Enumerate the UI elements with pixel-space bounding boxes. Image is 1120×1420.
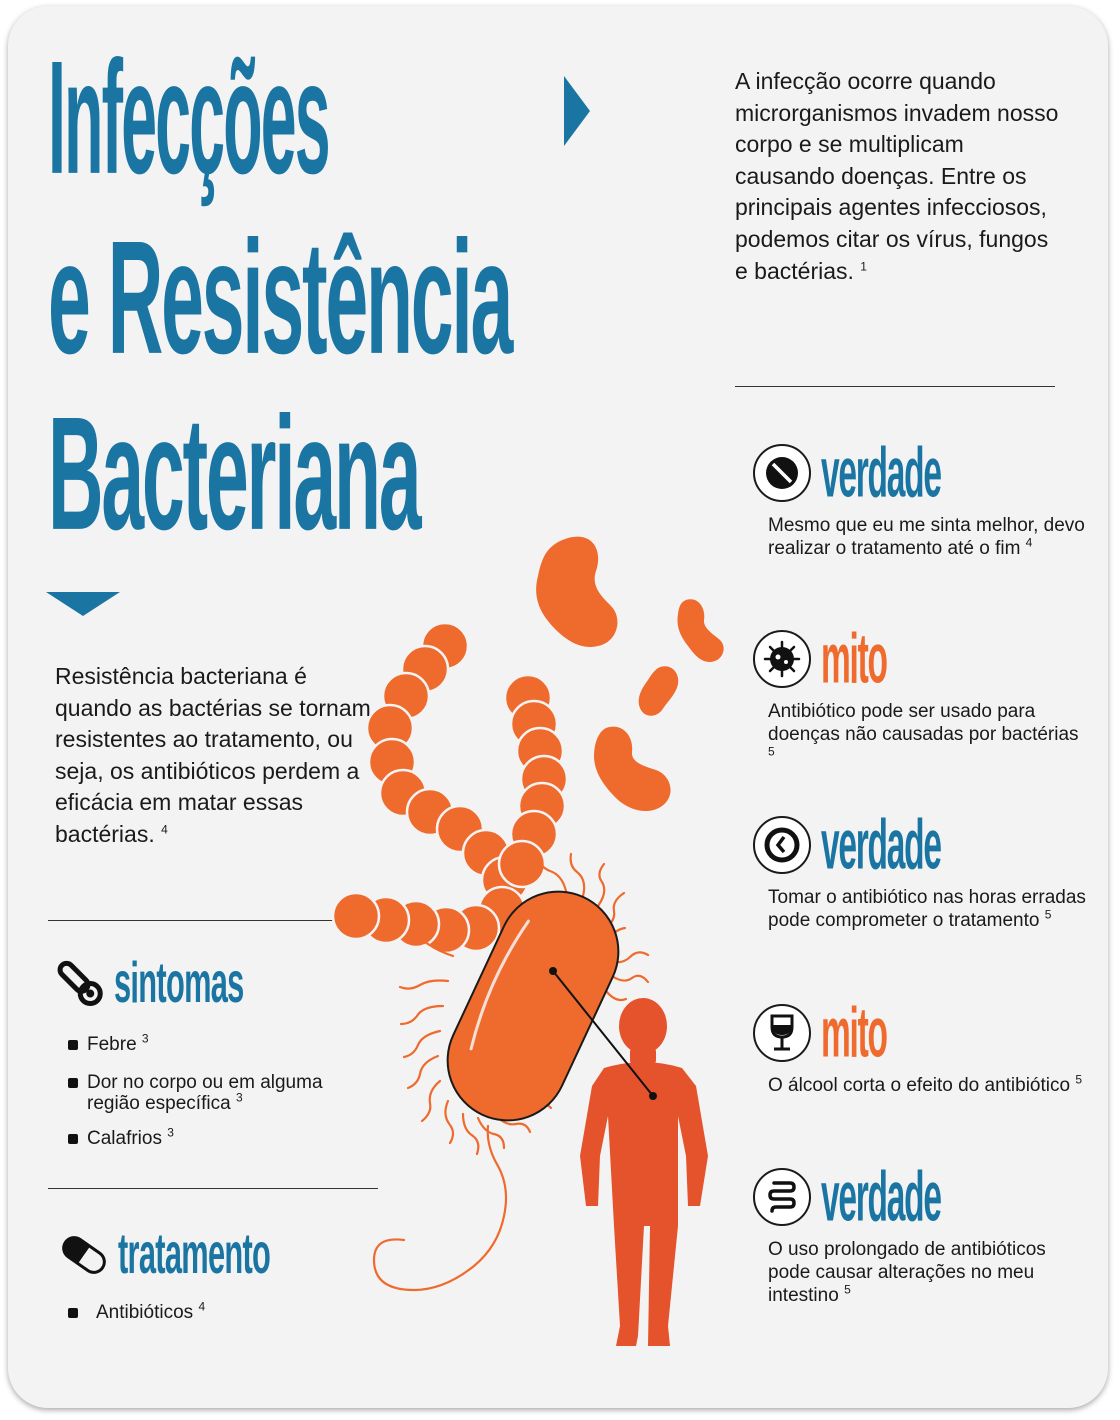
infographic-card [8, 6, 1108, 1408]
clock-icon [753, 816, 811, 874]
fact-text [768, 1074, 1088, 1097]
symptom-text: Calafrios [87, 1128, 162, 1149]
fact-ref: 4 [1025, 535, 1033, 550]
fact-ref: 5 [844, 1282, 851, 1297]
treatment-text: Antibióticos [96, 1302, 194, 1323]
fact-label: mito [821, 620, 887, 698]
fact-card [753, 620, 1093, 769]
fact-text-body: Tomar o antibiótico nas horas erradas pode comprometer o tratamento [768, 887, 1086, 931]
resistance-text: Resistência bacteriana é quando as bactérias se tornam resistentes ao tratamento, ou seja, os antibióticos perdem a eficácia em matar essas bactérias. [55, 663, 371, 847]
fact-text [768, 700, 1088, 769]
fact-text [768, 514, 1088, 560]
fact-card [753, 994, 1093, 1097]
fact-card [753, 806, 1093, 932]
fact-label: verdade [821, 806, 941, 884]
fact-ref: 5 [1044, 907, 1052, 922]
fact-ref: 5 [768, 744, 775, 759]
title-line-1: Infecções [48, 28, 329, 209]
title-line-3: Bacteriana [48, 384, 420, 565]
fact-card [753, 434, 1093, 560]
fact-label: mito [821, 994, 887, 1072]
title-line-2: e Resistência [48, 208, 512, 389]
fact-label: verdade [821, 1158, 941, 1236]
resistance-ref: 4 [161, 822, 168, 837]
fact-text [768, 1238, 1088, 1307]
pill-icon [753, 444, 811, 502]
symptom-ref: 3 [141, 1031, 149, 1046]
symptom-text: Dor no corpo ou em alguma região específica [87, 1072, 323, 1114]
fact-text [768, 886, 1088, 932]
symptoms-heading-label: sintomas [114, 951, 244, 1016]
treatment-heading-label: tratamento [118, 1222, 271, 1287]
fact-text-body: O uso prolongado de antibióticos pode causar alterações no meu intestino [768, 1239, 1046, 1306]
fact-label: verdade [821, 434, 941, 512]
fact-ref: 5 [1075, 1072, 1083, 1087]
fact-text-body: O álcool corta o efeito do antibiótico [768, 1075, 1071, 1096]
virus-icon [753, 630, 811, 688]
symptom-ref: 3 [235, 1090, 243, 1105]
intestine-icon [753, 1168, 811, 1226]
treatment-ref: 4 [198, 1299, 206, 1314]
symptom-text: Febre [87, 1034, 137, 1055]
fact-card [753, 1158, 1093, 1307]
fact-text-body: Mesmo que eu me sinta melhor, devo realizar o tratamento até o fim [768, 515, 1085, 559]
intro-text: A infecção ocorre quando microrganismos invadem nosso corpo e se multiplicam causando doenças. Entre os principais agentes infecciosos, podemos citar os vírus, fungos e bactérias. [735, 68, 1059, 284]
fact-text-body: Antibiótico pode ser usado para doenças não causadas por bactérias [768, 701, 1079, 745]
wine-glass-icon [753, 1004, 811, 1062]
intro-ref: 1 [860, 258, 867, 273]
symptom-ref: 3 [167, 1125, 174, 1140]
